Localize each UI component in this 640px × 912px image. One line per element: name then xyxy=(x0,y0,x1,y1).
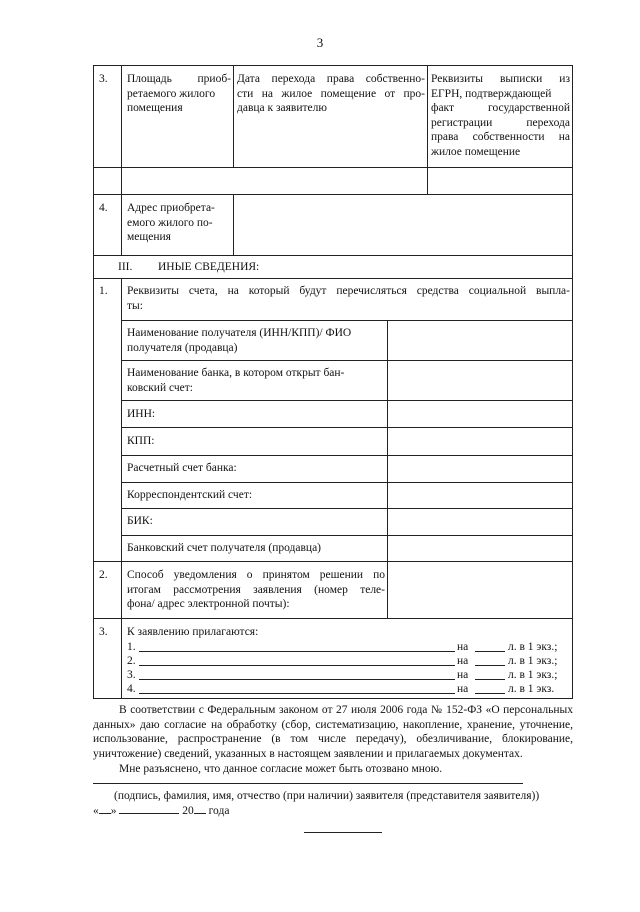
egrn-details-field[interactable] xyxy=(428,168,572,194)
account-number: 1. xyxy=(99,285,108,297)
attachments-title: К заявлению прилагаются: xyxy=(127,626,259,638)
footer-divider xyxy=(304,832,382,833)
page-number: 3 xyxy=(316,35,324,50)
attachments-number: 3. xyxy=(99,626,108,638)
attachment-name-field[interactable] xyxy=(139,693,455,694)
recipient-account-label: Банковский счет получателя (продавца) xyxy=(127,542,322,554)
attachment-item: 2. на л. в 1 экз.; xyxy=(127,655,558,667)
attachment-item: 1. на л. в 1 экз.; xyxy=(127,641,558,653)
attachment-name-field[interactable] xyxy=(139,665,455,666)
inn-label: ИНН: xyxy=(127,408,156,420)
consent-revocable-note: Мне разъяснено, что данное согласие может быть отозвано мною. xyxy=(119,763,443,775)
bank-name-label: Наименование банка, в котором открыт бан- ковский счет: xyxy=(127,367,345,394)
recipient-account-field[interactable] xyxy=(388,536,572,561)
property-address-label: Адрес приобрета- емого жилого по- мещения xyxy=(127,202,215,243)
account-title: Реквизиты счета, на который будут перечисляться средства социальной выпла- ты: xyxy=(127,285,570,312)
signature-line[interactable] xyxy=(93,783,523,784)
kpp-field[interactable] xyxy=(388,428,572,455)
property-area-field[interactable] xyxy=(122,168,233,194)
settlement-account-field[interactable] xyxy=(388,456,572,482)
section-other-title: ИНЫЕ СВЕДЕНИЯ: xyxy=(158,261,260,273)
inn-field[interactable] xyxy=(388,401,572,427)
attachment-name-field[interactable] xyxy=(139,679,455,680)
ownership-transfer-date-label: Дата перехода права собственно- сти на жилое помещение от про- давца к заявителю xyxy=(237,73,425,114)
correspondent-account-field[interactable] xyxy=(388,483,572,508)
settlement-account-label: Расчетный счет банка: xyxy=(127,462,237,474)
recipient-name-field[interactable] xyxy=(388,321,572,360)
ownership-transfer-date-field[interactable] xyxy=(234,168,427,194)
notification-method-label: Способ уведомления о принятом решении по итогам рассмотрения заявления (номер теле- фона/ адрес электронной почты): xyxy=(127,569,385,610)
attachment-pages-field[interactable] xyxy=(475,693,505,694)
notification-number: 2. xyxy=(99,569,108,581)
date-month-field[interactable] xyxy=(119,803,179,814)
recipient-name-label: Наименование получателя (ИНН/КПП)/ ФИО получателя (продавца) xyxy=(127,327,352,354)
property-address-field[interactable] xyxy=(234,195,572,255)
section-other-roman: III. xyxy=(118,261,133,273)
bik-label: БИК: xyxy=(127,515,153,527)
attachment-item: 3. на л. в 1 экз.; xyxy=(127,669,558,681)
attachment-pages-field[interactable] xyxy=(475,665,505,666)
egrn-details-label: Реквизиты выписки из ЕГРН, подтверждающей факт государственной регистрации перехода права собственности на жилое помещение xyxy=(431,73,570,158)
bank-name-field[interactable] xyxy=(388,361,572,400)
signature-date: « » 20 года xyxy=(93,805,230,817)
correspondent-account-label: Корреспондентский счет: xyxy=(127,489,253,501)
attachment-pages-field[interactable] xyxy=(475,651,505,652)
row4-number: 4. xyxy=(99,202,108,214)
date-day-field[interactable] xyxy=(99,803,111,814)
row3-number: 3. xyxy=(99,73,108,85)
property-area-label: Площадь приоб- ретаемого жилого помещения xyxy=(127,73,231,114)
attachment-item: 4. на л. в 1 экз. xyxy=(127,683,555,695)
consent-paragraph: В соответствии с Федеральным законом от 27 июля 2006 года № 152-ФЗ «О персональных данных» даю согласие на обработку (сбор, систематизацию, накопление, хранение, уточнение, использование, распространение (в том числе передачу), обезличивание, блокирование, уничтожение) сведений, указанных в настоящем заявлении и прилагаемых документах. xyxy=(93,704,573,760)
bik-field[interactable] xyxy=(388,509,572,535)
date-year-field[interactable] xyxy=(194,803,206,814)
attachment-name-field[interactable] xyxy=(139,651,455,652)
attachment-pages-field[interactable] xyxy=(475,679,505,680)
notification-method-field[interactable] xyxy=(388,563,572,618)
signature-caption: (подпись, фамилия, имя, отчество (при наличии) заявителя (представителя заявителя)) xyxy=(114,790,540,802)
kpp-label: КПП: xyxy=(127,435,155,447)
